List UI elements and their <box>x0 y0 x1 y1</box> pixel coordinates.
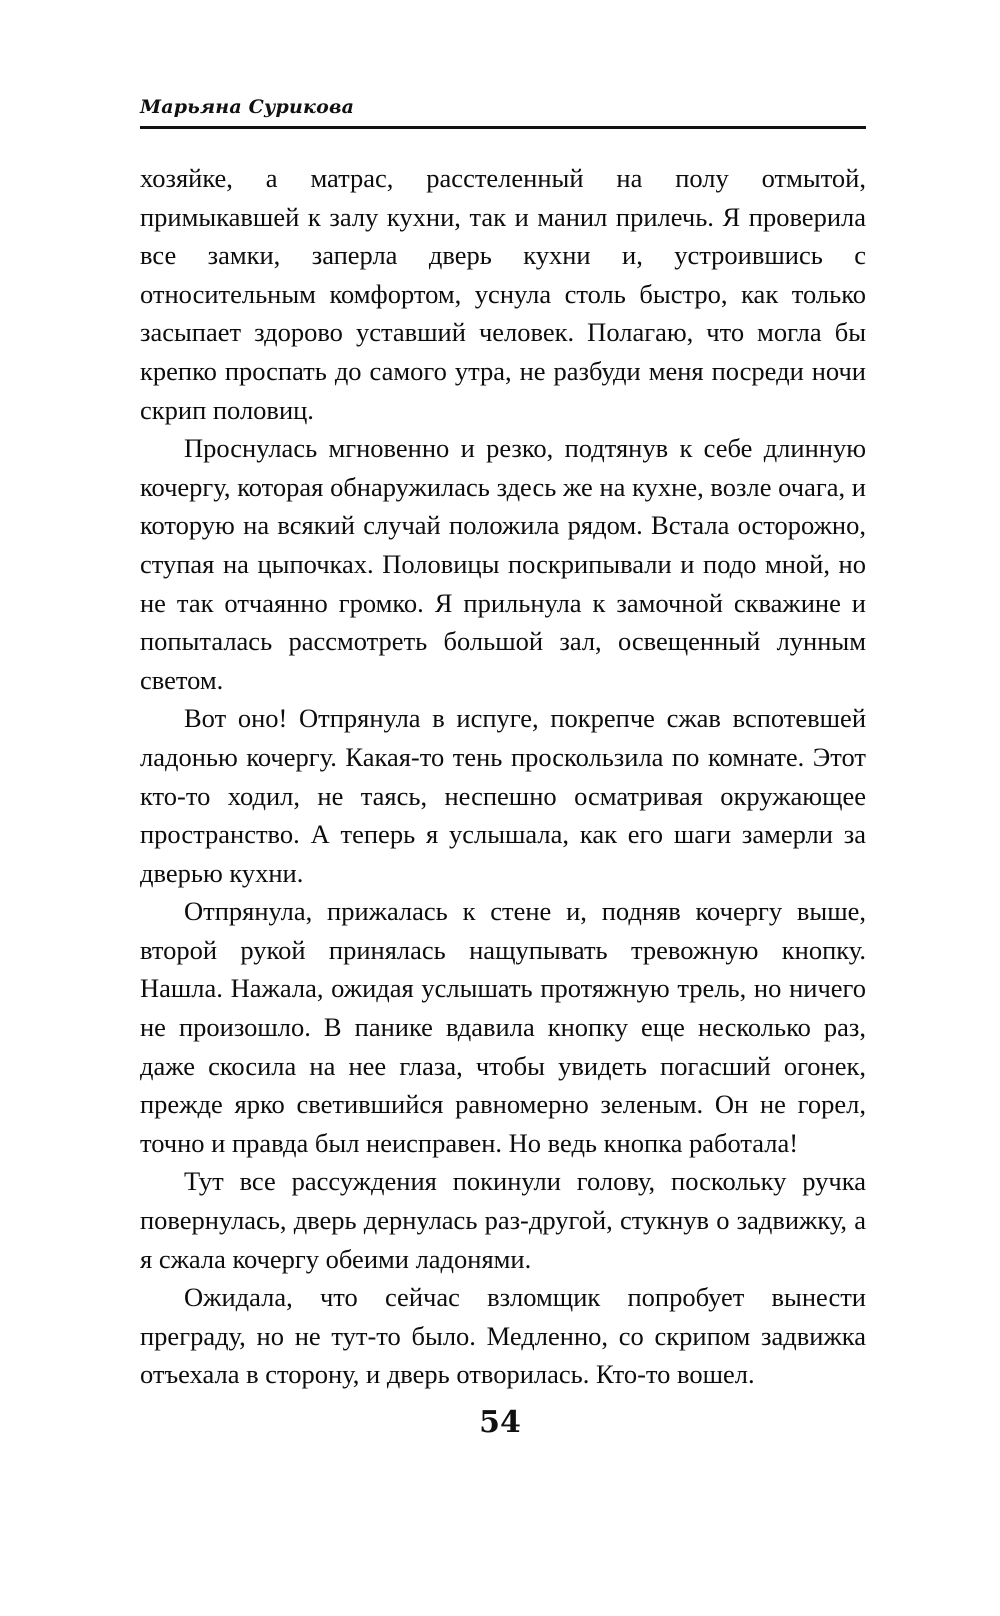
page-content <box>140 96 866 1394</box>
page-number: 54 <box>479 1405 521 1440</box>
paragraph: хозяйке, а матрас, расстеленный на полу отмытой, примыкавшей к залу кухни, так и манил прилечь. Я проверила все замки, заперла дверь кухни и, устроившись с относительным комфортом, уснула столь быстро, как только засыпает здорово уставший человек. Полагаю, что могла бы крепко проспать до самого утра, не разбуди меня посреди ночи скрип половиц. <box>140 163 866 425</box>
running-head-author: Марьяна Сурикова <box>140 96 355 118</box>
paragraph: Тут все рассуждения покинули голову, поскольку ручка повернулась, дверь дернулась раз-другой, стукнув о задвижку, а я сжала кочергу обеими ладонями. <box>140 1166 866 1274</box>
header-divider <box>140 126 866 129</box>
body-text <box>140 159 866 1394</box>
paragraph: Ожидала, что сейчас взломщик попробует вынести преграду, но не тут-то было. Медленно, со скрипом задвижка отъехала в сторону, и дверь отворилась. Кто-то вошел. <box>140 1282 866 1390</box>
paragraph: Отпрянула, прижалась к стене и, подняв кочергу выше, второй рукой принялась нащупывать тревожную кнопку. Нашла. Нажала, ожидая услышать протяжную трель, но ничего не произошло. В панике вдавила кнопку еще несколько раз, даже скосила на нее глаза, чтобы увидеть погасший огонек, прежде ярко светившийся равномерно зеленым. Он не горел, точно и правда был неисправен. Но ведь кнопка работала! <box>140 896 866 1158</box>
paragraph: Проснулась мгновенно и резко, подтянув к себе длинную кочергу, которая обнаружилась здесь же на кухне, возле очага, и которую на всякий случай положила рядом. Встала осторожно, ступая на цыпочках. Половицы поскрипывали и подо мной, но не так отчаянно громко. Я прильнула к замочной скважине и попыталась рассмотреть большой зал, освещенный лунным светом. <box>140 433 866 695</box>
paragraph: Вот оно! Отпрянула в испуге, покрепче сжав вспотевшей ладонью кочергу. Какая-то тень проскользила по комнате. Этот кто-то ходил, не таясь, неспешно осматривая окружающее пространство. А теперь я услышала, как его шаги замерли за дверью кухни. <box>140 703 866 888</box>
